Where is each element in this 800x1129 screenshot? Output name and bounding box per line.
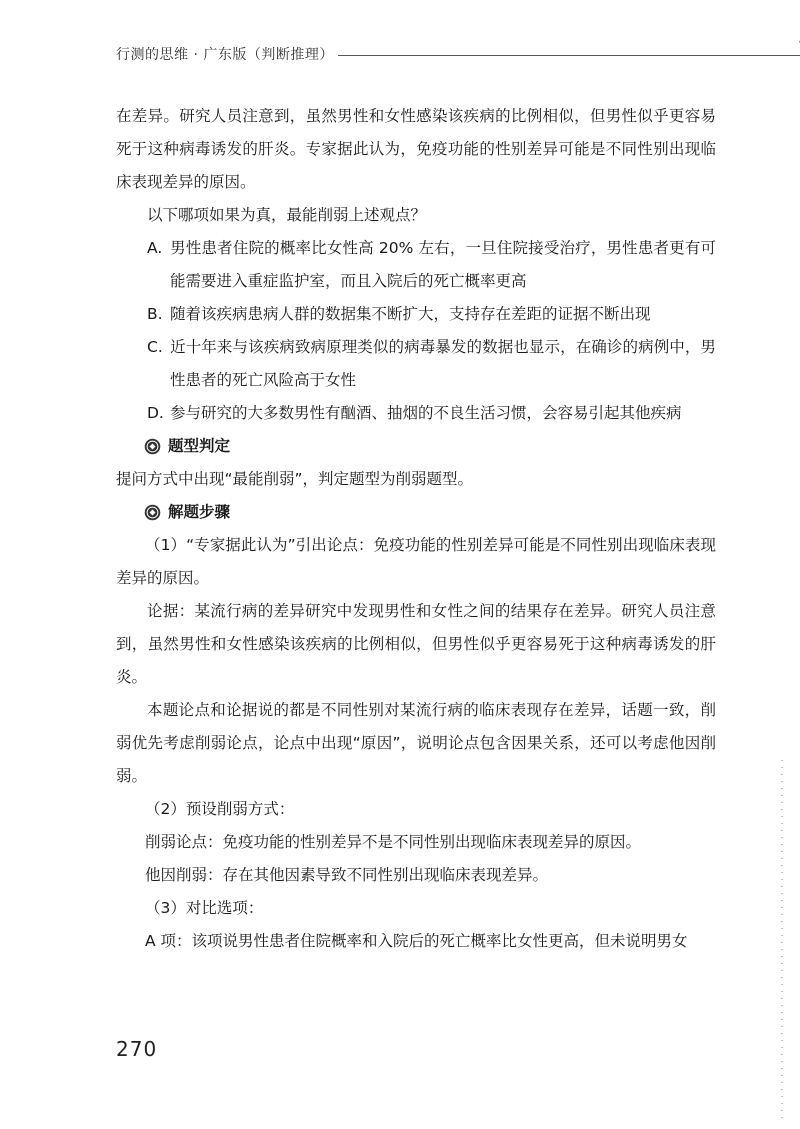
bullet-seal-icon	[144, 438, 161, 455]
type-heading-label: 题型判定	[168, 437, 231, 455]
option-d-text: 参与研究的大多数男性有酗酒、抽烟的不良生活习惯，会容易引起其他疾病	[170, 404, 682, 422]
option-b	[116, 298, 716, 331]
bullet-seal-icon	[144, 504, 161, 521]
option-c-label: C.	[147, 338, 163, 356]
type-text: 提问方式中出现“最能削弱”，判定题型为削弱题型。	[116, 470, 474, 488]
option-a-analysis: A 项：该项说男性患者住院概率和入院后的死亡概率比女性更高，但未说明男女	[145, 932, 688, 950]
section-type-heading	[116, 430, 716, 463]
page-number: 270	[116, 1037, 158, 1061]
main-text	[116, 100, 716, 958]
option-c-text: 近十年来与该疾病致病原理类似的病毒暴发的数据也显示，在确诊的病例中，男性患者的死亡风险高于女性	[170, 338, 716, 389]
step-2: （2）预设削弱方式：	[145, 800, 295, 818]
section-steps-heading	[116, 496, 716, 529]
evidence-paragraph: 论据：某流行病的差异研究中发现男性和女性之间的结果存在差异。研究人员注意到，虽然男性和女性感染该疾病的比例相似，但男性似乎更容易死于这种病毒诱发的肝炎。	[116, 602, 716, 686]
running-header	[116, 38, 716, 68]
other-cause: 他因削弱：存在其他因素导致不同性别出现临床表现差异。	[145, 866, 549, 884]
option-d-label: D.	[147, 404, 164, 422]
header-title: 行测的思维 · 广东版（判断推理）	[116, 47, 334, 63]
option-a-text: 男性患者住院的概率比女性高 20% 左右，一旦住院接受治疗，男性患者更有可能需要进入重症监护室，而且入院后的死亡概率更高	[170, 239, 716, 290]
option-a-label: A.	[147, 239, 163, 257]
paragraph-context: 在差异。研究人员注意到，虽然男性和女性感染该疾病的比例相似，但男性似乎更容易死于这种病毒诱发的肝炎。专家据此认为，免疫功能的性别差异可能是不同性别出现临床表现差异的原因。	[116, 107, 716, 191]
option-b-text: 随着该疾病患病人群的数据集不断扩大，支持存在差距的证据不断出现	[170, 305, 651, 323]
option-a	[116, 232, 716, 298]
analysis-paragraph: 本题论点和论据说的都是不同性别对某流行病的临床表现存在差异，话题一致，削弱优先考虑削弱论点，论点中出现“原因”，说明论点包含因果关系，还可以考虑他因削弱。	[116, 701, 716, 785]
option-c	[116, 331, 716, 397]
weaken-claim: 削弱论点：免疫功能的性别差异不是不同性别出现临床表现差异的原因。	[145, 833, 642, 851]
step-3: （3）对比选项：	[145, 899, 264, 917]
option-d	[116, 397, 716, 430]
step-1: （1）“专家据此认为”引出论点：免疫功能的性别差异可能是不同性别出现临床表现差异的原因。	[116, 536, 716, 587]
question-stem: 以下哪项如果为真，最能削弱上述观点？	[147, 206, 427, 224]
steps-heading-label: 解题步骤	[168, 503, 231, 521]
header-rule	[338, 55, 800, 56]
scan-edge-artifact	[781, 760, 783, 1120]
option-b-label: B.	[147, 305, 163, 323]
